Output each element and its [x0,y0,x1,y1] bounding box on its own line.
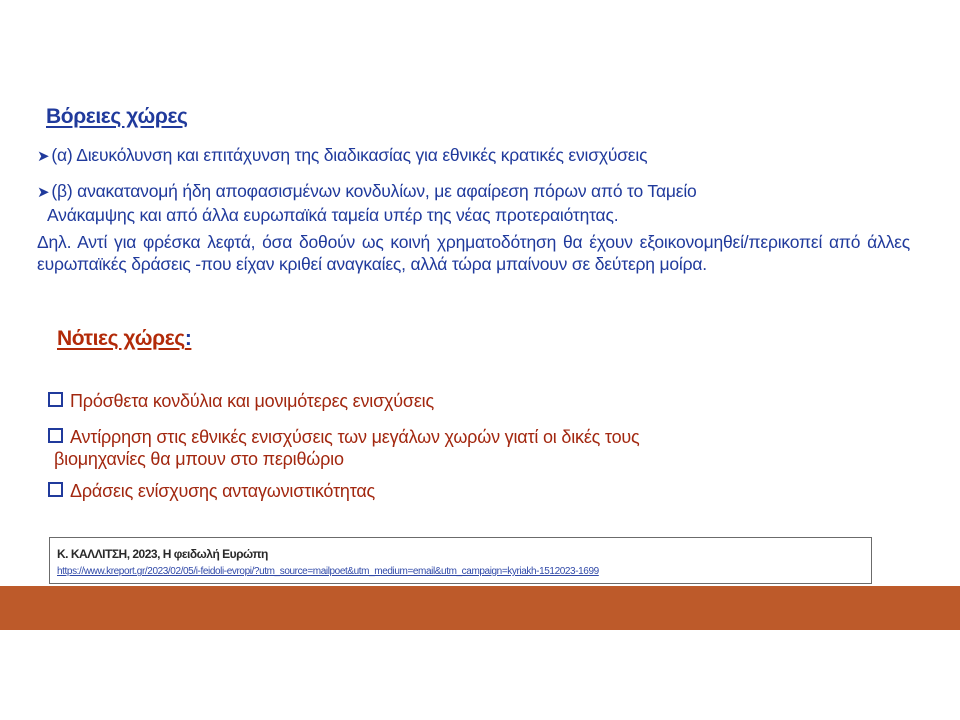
north-list-item [37,144,647,168]
hollow-square-bullet-icon [48,482,63,497]
north-item-2-line-1: (β) ανακατανομή ήδη αποφασισμένων κονδυλίων, με αφαίρεση πόρων από το Ταμείο [51,181,697,201]
south-item-2-line-2: βιομηχανίες θα μπουν στο περιθώριο [54,449,344,469]
south-list-item [48,426,828,470]
citation-text: Κ. ΚΑΛΛΙΤΣΗ, 2023, Η φειδωλή Ευρώπη [57,547,268,561]
arrowhead-bullet-icon: ➤ [37,148,50,165]
north-note: Δηλ. Αντί για φρέσκα λεφτά, όσα δοθούν ως κοινή χρηματοδότηση θα έχουν εξοικονομηθεί/περικοπεί από άλλες ευρωπαϊκές δράσεις -που είχαν κριθεί αναγκαίες, αλλά τώρα μπαίνουν σε δεύτερη μοίρα. [37,232,910,274]
north-item-1-text: (α) Διευκόλυνση και επιτάχυνση της διαδικασίας για εθνικές κρατικές ενισχύσεις [51,145,648,165]
north-heading: Βόρειες χώρες [46,105,188,128]
south-heading [57,327,191,351]
north-item-2-line-2: Ανάκαμψης και από άλλα ευρωπαϊκά ταμεία υπέρ της νέας προτεραιότητας. [47,205,619,225]
south-list-item [48,390,434,412]
south-item-3-text: Δράσεις ενίσχυσης ανταγωνιστικότητας [70,481,376,501]
bottom-band [0,586,960,630]
hollow-square-bullet-icon [48,428,63,443]
hollow-square-bullet-icon [48,392,63,407]
arrowhead-bullet-icon: ➤ [37,184,50,201]
north-list-item [37,180,917,226]
south-item-1-text: Πρόσθετα κονδύλια και μονιμότερες ενισχύσεις [70,391,434,411]
south-heading-colon: : [184,327,192,350]
south-heading-text: Νότιες χώρες [57,327,185,350]
citation-box [49,537,872,584]
south-item-2-line-1: Αντίρρηση στις εθνικές ενισχύσεις των μεγάλων χωρών γιατί οι δικές τους [70,427,640,447]
south-list-item [48,480,375,502]
citation-link[interactable]: https://www.kreport.gr/2023/02/05/i-feidoli-evropi/?utm_source=mailpoet&utm_medium=email&utm_campaign=kyriakh-1512023-1699 [57,566,599,577]
